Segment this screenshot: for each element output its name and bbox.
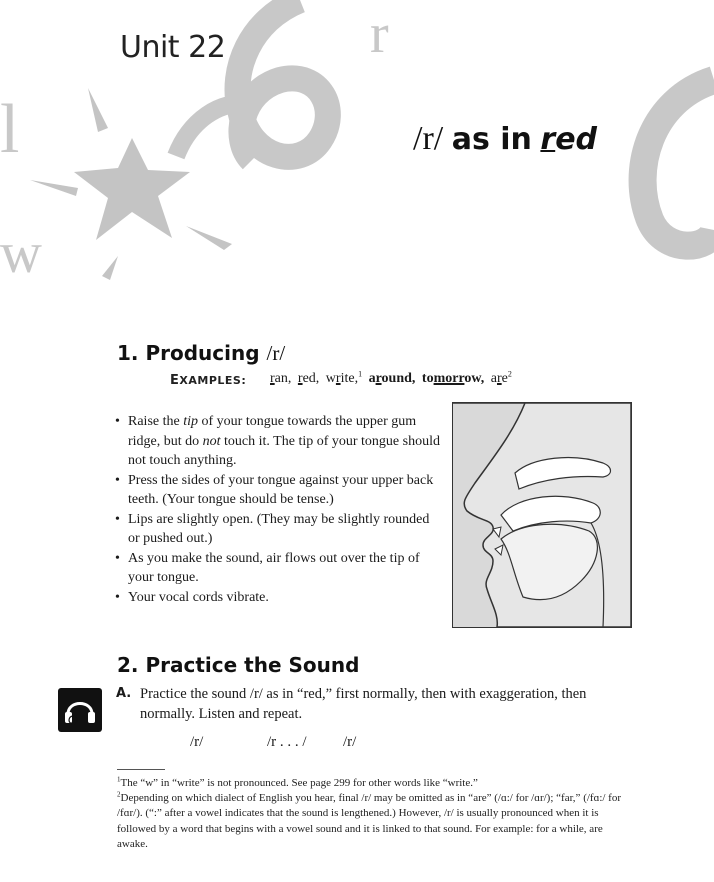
ipa-normal-1: /r/ (190, 734, 204, 750)
ipa-normal-2: /r/ (343, 734, 357, 750)
instruction-item: • Raise the tip of your tongue towards the upper gum ridge, but do not touch it. The tip of your tongue should not touch anything. (113, 412, 443, 471)
section-heading-producing: 1. Producing /r/ (117, 341, 286, 365)
deco-letter-w: w (0, 220, 42, 285)
deco-letter-r: r (370, 3, 389, 65)
lesson-title (413, 120, 597, 158)
instruction-item: • Lips are slightly open. (They may be slightly rounded or pushed out.) (113, 510, 443, 549)
example-word: write,$^1$ (325, 369, 363, 386)
instruction-list (113, 412, 443, 607)
title-keyword: red (540, 122, 598, 157)
title-ipa: /r/ (413, 120, 444, 157)
section-heading-practice: 2. Practice the Sound (117, 653, 360, 677)
example-words (270, 371, 515, 387)
mouth-cross-section-diagram (452, 402, 632, 628)
example-word: tomorrow, (421, 371, 485, 386)
footnote-1: $^1$The “w” in “write” is not pronounced. See page 299 for other words like “write.” (117, 775, 478, 789)
headphones-icon[interactable] (58, 688, 102, 732)
footnote-divider (117, 769, 165, 770)
example-word: red, (297, 371, 320, 386)
examples-label: EXAMPLES: (170, 373, 247, 388)
instruction-item: • As you make the sound, air flows out over the tip of your tongue. (113, 549, 443, 588)
decorative-header-graphic (0, 0, 714, 300)
instruction-item: • Your vocal cords vibrate. (113, 588, 443, 608)
footnote-2: $^2$Depending on which dialect of English you hear, final /r/ may be omitted as in “are” (/ɑ:/ for /ɑr/); “far,” (/fɑ:/ for /fɑr/). (“:” after a vowel indicates that the sound is lengthened.) However, /r/ is usually pronounced when it is followed by a word that begins with a vowel sound and it is linked to that sound. For example: for a while, are awake. (117, 790, 622, 850)
practice-instructions: Practice the sound /r/ as in “red,” first normally, then with exaggeration, then normally. Listen and repeat. (140, 686, 587, 722)
footnotes (117, 776, 632, 852)
example-word: ran, (270, 371, 292, 386)
example-word: are$^2$ (490, 369, 512, 386)
deco-letter-l: l (0, 91, 20, 168)
instruction-item: • Press the sides of your tongue against your upper back teeth. (Your tongue should be tense.) (113, 471, 443, 510)
example-word: around, (368, 371, 416, 386)
practice-item-label: A. (116, 686, 132, 701)
title-as-in: as in (451, 122, 532, 157)
unit-title: Unit 22 (120, 30, 226, 65)
ipa-exaggerated: /r . . . / (267, 734, 307, 750)
